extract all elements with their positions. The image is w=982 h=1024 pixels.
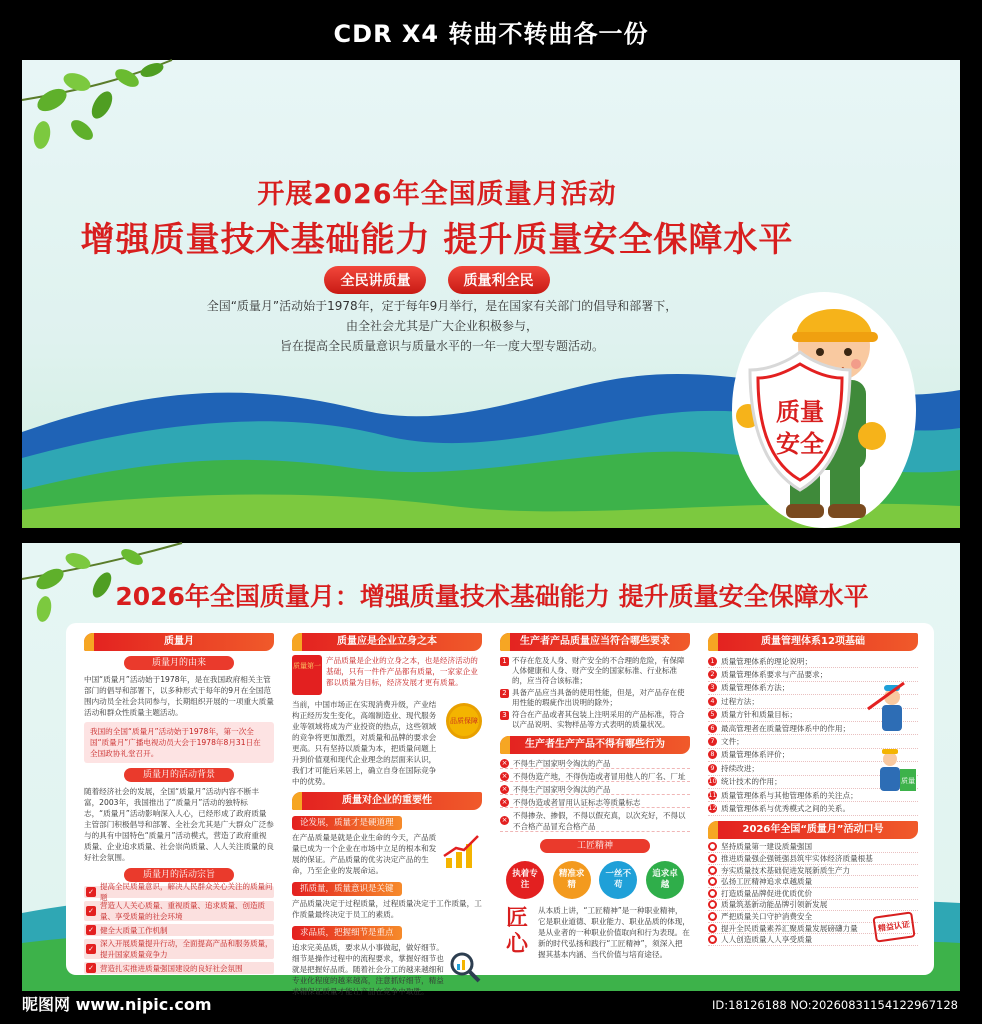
column-heading: 质量应是企业立身之本: [292, 633, 482, 651]
desc-line: 旨在提高全民质量意识与质量水平的一年一度大型专题活动。: [279, 339, 604, 353]
top-title: CDR X4 转曲不转曲各一份: [333, 20, 649, 48]
slogan-item: ● 推进质量强企强链强县筑牢实体经济质量根基: [708, 853, 918, 865]
bullet-icon: ●: [709, 900, 716, 909]
magnifier-icon: [448, 950, 482, 984]
cross-icon: ×: [501, 816, 508, 824]
section-heading: 质量月的活动背景: [124, 768, 234, 782]
banner-description: [142, 296, 742, 356]
paragraph: 随着经济社会的发展，全国“质量月”活动内容不断丰富，2003年，我国推出了“质量月”活动的独特标志，“质量月”活动影响深入人心，已经形成了政府质量主管部门积极倡导和部署、全社会尤其是广大群众广泛参与的具有中国特色“质量月”活动模式，营造了政府重视质量、企业追求质量、社会崇尚质量、人人关注质量的良好社会氛围。: [84, 787, 274, 862]
check-icon: ✓: [86, 963, 96, 973]
leaf-branch-icon: [22, 60, 172, 150]
worker-mascot-icon: [714, 260, 914, 526]
paragraph: 中国“质量月”活动始于1978年，是在我国政府相关主管部门的倡导和部署下，以多种形式于每年的9月在全国范围内动员全社会共同参与，长期组织开展的一项重大质量活动和群众性质量主题活动。: [84, 675, 274, 717]
column-heading: 质量对企业的重要性: [292, 792, 482, 810]
board-title: 2026年全国质量月：增强质量技术基础能力 提升质量安全保障水平: [115, 582, 869, 611]
list-item: ✓ 营造扎实推进质量强国建设的良好社会氛围: [84, 962, 274, 974]
bullet-icon: ●: [709, 923, 716, 932]
slogan-item: ● 打造质量品牌促进优质优价: [708, 888, 918, 900]
list-item: × 不得掺杂、掺假，不得以假充真，以次充好，不得以不合格产品冒充合格产品: [500, 810, 690, 832]
shield-line1: 质量: [776, 398, 824, 426]
slogan-item: ● 质量筑基新动能品牌引领新发展: [708, 900, 918, 912]
banner-top: [22, 60, 960, 528]
slogan-pill: 质量利全民: [448, 266, 550, 294]
column-heading: 质量月: [84, 633, 274, 651]
scroll-icon: 质量第一: [292, 655, 322, 695]
paragraph: 从本质上讲，“工匠精神”是一种职业精神，它是职业道德、职业能力、职业品质的体现，是从业者的一种职业价值取向和行为表现。在新的时代弘扬和践行“工匠精神”，须深入把握其基本内涵、当代价值与培育途径。: [538, 906, 690, 959]
column-heading: 生产者产品质量应当符合哪些要求: [500, 633, 690, 651]
list-item: 5 质量方针和质量目标；: [708, 709, 918, 722]
cross-icon: ×: [501, 771, 508, 780]
list-item: × 不得伪造或者冒用认证标志等质量标志: [500, 797, 690, 808]
list-item: ✓ 健全大质量工作机制: [84, 924, 274, 936]
list-item: ✓ 营造人人关心质量、重视质量、追求质量、创造质量、享受质量的社会环境: [84, 901, 274, 921]
column-producer-requirements: [500, 633, 690, 960]
quality-badge-icon: 品质保障: [446, 703, 482, 739]
desc-line: 由全社会尤其是广大企业积极参与，: [345, 319, 538, 333]
list-item: 1 不存在危及人身、财产安全的不合理的危险，有保障人体健康和人身、财产安全的国家标准、行业标准的，应当符合该标准；: [500, 656, 690, 686]
craftsman-values: [506, 861, 684, 899]
banner-main-title: 增强质量技术基础能力 提升质量安全保障水平: [80, 220, 794, 260]
bullet-icon: ●: [709, 877, 716, 886]
slogan-item: ● 提升全民质量素养汇聚质量发展磅礴力量: [708, 923, 918, 935]
list-item: × 不得生产国家明令淘汰的产品: [500, 784, 690, 795]
paragraph: 追求完美品质，要求从小事做起，做好细节。细节是操作过程中的流程要求，掌握好细节也就是把握好品质。随着社会分工的越来越细和专业化程度的越来越高，注意抓好细节，精益求精保证质量才能让产品在竞争中取胜。: [292, 943, 444, 996]
paragraph: 产品质量决定于过程质量，过程质量决定于工作质量，工作质量最终决定于员工的素质。: [292, 899, 482, 919]
bullet-icon: ●: [709, 842, 716, 851]
list-item: × 不得生产国家明令淘汰的产品: [500, 758, 690, 769]
list-item: 1 质量管理体系的理论说明；: [708, 655, 918, 668]
bullet-icon: ●: [709, 888, 716, 897]
column-heading: 质量管理体系12项基础: [708, 633, 918, 651]
column-heading: 生产者生产产品不得有哪些行为: [500, 736, 690, 754]
footer-id: ID:18126188 NO:20260831154122967128: [712, 998, 958, 1012]
tag-heading: 求品质，把握细节是重点: [292, 926, 402, 940]
shield-line2: 安全: [776, 430, 824, 458]
column-quality-system: [708, 633, 918, 946]
sign-label: 质量: [901, 777, 915, 785]
quote: 产品质量是企业的立身之本，也是经济活动的基础，只有一件件产品都有质量，一家家企业都以质量为目标，经济发展才更有质量。: [326, 656, 478, 687]
list-item: 3 符合在产品或者其包装上注明采用的产品标准，符合以产品说明、实物样品等方式表明的质量状况。: [500, 710, 690, 730]
cross-icon: ×: [501, 784, 508, 793]
board-bottom: [22, 543, 960, 996]
slogan-item: ● 人人创造质量人人享受质量: [708, 934, 918, 946]
slogan-item: ● 坚持质量第一建设质量强国: [708, 842, 918, 854]
content-card: [66, 623, 934, 996]
paragraph: 在产品质量是就是企业生命的今天，产品质量已成为一个企业在市场中立足的根本和发展的保证。产品质量的优劣决定产品的生命，乃至企业的发展命运。: [292, 833, 437, 875]
list-item: 2 具备产品应当具备的使用性能，但是，对产品存在使用性能的瑕疵作出说明的除外；: [500, 688, 690, 708]
list-item: × 不得伪造产地，不得伪造或者冒用他人的厂名、厂址: [500, 771, 690, 782]
bullet-icon: ●: [709, 854, 716, 863]
footer-logo: 昵图网 www.nipic.com: [22, 995, 212, 1014]
slogan-item: ● 严把质量关口守护消费安全: [708, 911, 918, 923]
list-item: 10 统计技术的作用；: [708, 776, 918, 789]
list-item: 7 文件；: [708, 735, 918, 748]
desc-line: 全国“质量月”活动始于1978年，定于每年9月举行，是在国家有关部门的倡导和部署下，: [206, 299, 678, 313]
highlight-box: 我国的全国“质量月”活动始于1978年，第一次全国“质量月”广播电视动员大会于1978年8月31日在全国政协礼堂召开。: [84, 722, 274, 763]
bullet-icon: ●: [709, 912, 716, 921]
column-quality-month: [84, 633, 274, 974]
value-circle: 一丝不苟: [599, 861, 637, 899]
cross-icon: ×: [501, 797, 508, 806]
check-icon: ✓: [86, 887, 96, 897]
check-icon: ✓: [86, 944, 96, 954]
column-quality-foundation: [292, 633, 482, 997]
slogan-item: ● 弘扬工匠精神追求卓越质量: [708, 876, 918, 888]
list-item: 8 质量管理体系评价；: [708, 749, 918, 762]
list-item: 6 最高管理者在质量管理体系中的作用；: [708, 722, 918, 735]
list-item: 12 质量管理体系与优秀模式之间的关系。: [708, 802, 918, 815]
slogan-item: ● 夯实质量技术基础促进发展新质生产力: [708, 865, 918, 877]
section-heading: 工匠精神: [540, 839, 650, 853]
column-heading: 2026年全国“质量月”活动口号: [708, 821, 918, 839]
paragraph: 当前，中国市场正在实现消费升级，产业结构正经历发生变化，高端制造业、现代服务业等领域将成为产业投资的热点，这些领域的竞争将更加激烈，对质量和品牌的要求会更高。只有坚持以质量为本，把质量问题上升到价值观和现代企业理念的层面来认识，我们才可能后来居上，确立自身在国际竞争中的优势。: [292, 700, 437, 786]
list-item: 11 质量管理体系与其他管理体系的关注点；: [708, 789, 918, 802]
slogan-pill: 全民讲质量: [324, 266, 426, 294]
growth-chart-icon: [442, 832, 482, 872]
value-circle: 执着专注: [506, 861, 544, 899]
list-item: 9 持续改进；: [708, 762, 918, 775]
tag-heading: 论发展，质量才是硬道理: [292, 816, 402, 830]
list-item: ✓ 深入开展质量提升行动，全面提高产品和服务质量，提升国家质量竞争力: [84, 939, 274, 959]
seal-icon: 匠心: [505, 905, 528, 957]
tag-heading: 抓质量，质量意识是关键: [292, 882, 402, 896]
section-heading: 质量月的由来: [124, 656, 234, 670]
list-item: 4 过程方法；: [708, 695, 918, 708]
cross-icon: ×: [501, 758, 508, 767]
certified-stamp-icon: 精益认证: [872, 911, 915, 942]
value-circle: 精准求精: [553, 861, 591, 899]
list-item: ✓ 提高全民质量意识，解决人民群众关心关注的质量问题: [84, 886, 274, 898]
check-icon: ✓: [86, 906, 96, 916]
banner-subtitle: 开展2026年全国质量月活动: [257, 179, 617, 210]
section-heading: 质量月的活动宗旨: [124, 868, 234, 882]
list-item: 2 质量管理体系要求与产品要求；: [708, 668, 918, 681]
engineer-illustration-icon: [864, 679, 918, 799]
check-icon: ✓: [86, 925, 96, 935]
value-circle: 追求卓越: [646, 861, 684, 899]
bullet-icon: ●: [709, 865, 716, 874]
list-item: 3 质量管理体系方法；: [708, 682, 918, 695]
bullet-icon: ●: [709, 935, 716, 944]
